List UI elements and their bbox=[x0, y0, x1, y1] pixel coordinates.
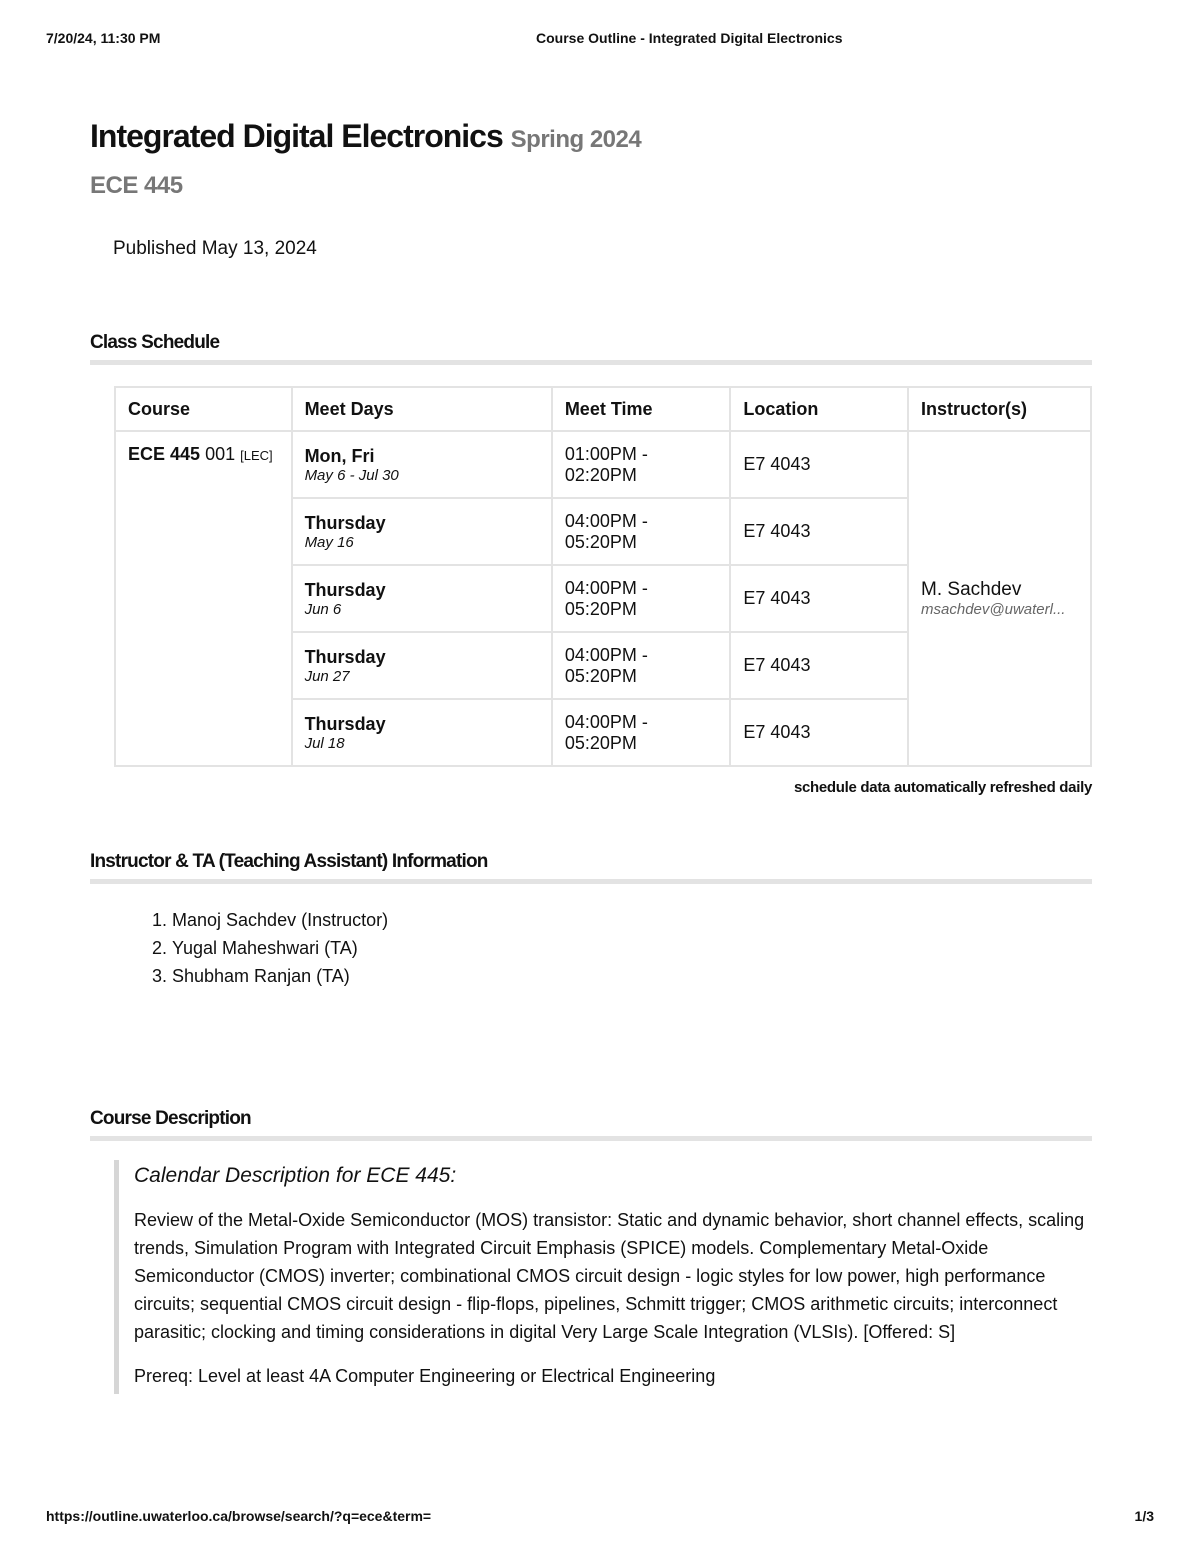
staff-list bbox=[150, 906, 388, 990]
course-title bbox=[90, 118, 641, 155]
column-header-location: Location bbox=[730, 387, 908, 431]
list-item: 1. Manoj Sachdev (Instructor) bbox=[172, 906, 388, 934]
meet-days-cell bbox=[292, 565, 552, 632]
meet-date-range: May 6 - Jul 30 bbox=[304, 466, 399, 484]
section-component: [LEC] bbox=[240, 448, 273, 463]
meet-date-range: Jul 18 bbox=[304, 734, 345, 752]
column-header-meet-time: Meet Time bbox=[552, 387, 731, 431]
column-header-course: Course bbox=[115, 387, 292, 431]
calendar-description-title: Calendar Description for ECE 445: bbox=[134, 1164, 457, 1187]
page-url: https://outline.uwaterloo.ca/browse/search/?q=ece&term= bbox=[46, 1508, 432, 1524]
course-section-cell bbox=[115, 431, 292, 766]
location-cell: E7 4043 bbox=[730, 431, 908, 498]
print-header bbox=[46, 30, 1154, 50]
page-number: 1/3 bbox=[1134, 1508, 1154, 1524]
meet-time-cell bbox=[552, 699, 731, 766]
location-cell: E7 4043 bbox=[730, 498, 908, 565]
meet-days-cell bbox=[292, 498, 552, 565]
meet-days-cell bbox=[292, 632, 552, 699]
meet-days-cell bbox=[292, 431, 552, 498]
location-cell: E7 4043 bbox=[730, 632, 908, 699]
meet-time-start: 04:00PM - bbox=[564, 510, 648, 531]
meet-time-end: 02:20PM bbox=[564, 464, 637, 485]
schedule-header-row bbox=[115, 387, 1091, 431]
meet-time-cell bbox=[552, 632, 731, 699]
meet-days: Thursday bbox=[304, 713, 386, 734]
location-cell: E7 4043 bbox=[730, 699, 908, 766]
course-description-heading: Course Description bbox=[90, 1108, 1092, 1141]
list-item: 3. Shubham Ranjan (TA) bbox=[172, 962, 388, 990]
meet-time-end: 05:20PM bbox=[564, 665, 637, 686]
table-row bbox=[115, 431, 1091, 498]
meet-time-cell bbox=[552, 565, 731, 632]
print-page-title: Course Outline - Integrated Digital Electronics bbox=[536, 30, 843, 46]
location-cell: E7 4043 bbox=[730, 565, 908, 632]
meet-time-end: 05:20PM bbox=[564, 598, 637, 619]
print-datetime: 7/20/24, 11:30 PM bbox=[46, 30, 161, 46]
column-header-meet-days: Meet Days bbox=[292, 387, 552, 431]
section-course-code: ECE 445 bbox=[128, 444, 201, 464]
meet-time-start: 04:00PM - bbox=[564, 644, 648, 665]
print-footer bbox=[46, 1508, 1154, 1528]
meet-date-range: Jun 27 bbox=[304, 667, 350, 685]
calendar-description-block bbox=[114, 1160, 1104, 1394]
meet-time-end: 05:20PM bbox=[564, 732, 637, 753]
meet-time-end: 05:20PM bbox=[564, 531, 637, 552]
instructor-cell bbox=[908, 431, 1091, 766]
section-number: 001 bbox=[205, 444, 236, 464]
meet-days-cell bbox=[292, 699, 552, 766]
instructor-name: M. Sachdev bbox=[921, 579, 1022, 600]
meet-time-start: 04:00PM - bbox=[564, 711, 648, 732]
class-schedule-heading: Class Schedule bbox=[90, 332, 1092, 365]
instructor-email[interactable]: msachdev@uwaterl... bbox=[921, 601, 1066, 618]
meet-days: Mon, Fri bbox=[304, 445, 375, 466]
meet-days: Thursday bbox=[304, 579, 386, 600]
meet-date-range: Jun 6 bbox=[304, 600, 342, 618]
prerequisite-text: Prereq: Level at least 4A Computer Engineering or Electrical Engineering bbox=[134, 1366, 716, 1386]
meet-time-start: 04:00PM - bbox=[564, 577, 648, 598]
schedule-table bbox=[114, 386, 1092, 767]
meet-time-cell bbox=[552, 498, 731, 565]
course-term: Spring 2024 bbox=[510, 126, 642, 153]
meet-date-range: May 16 bbox=[304, 533, 354, 551]
schedule-refresh-note: schedule data automatically refreshed daily bbox=[793, 779, 1092, 796]
meet-days: Thursday bbox=[304, 646, 386, 667]
course-code: ECE 445 bbox=[90, 172, 183, 199]
calendar-description-text: Review of the Metal-Oxide Semiconductor (MOS) transistor: Static and dynamic behavior, short channel effects, scaling trends, Simulation Program with Integrated Circuit Emphasis (SPICE) models. Complementary Metal-Oxide Semiconductor (CMOS) inverter; combinational CMOS circuit design - logic styles for low power, high performance circuits; sequential CMOS circuit design - flip-flops, pipelines, Schmitt trigger; CMOS arithmetic circuits; interconnect parasitic; clocking and timing considerations in digital Very Large Scale Integration (VLSIs). [Offered: S] bbox=[134, 1210, 1085, 1342]
published-date: Published May 13, 2024 bbox=[113, 238, 317, 259]
meet-days: Thursday bbox=[304, 512, 386, 533]
meet-time-cell bbox=[552, 431, 731, 498]
course-title-text: Integrated Digital Electronics bbox=[90, 118, 503, 154]
column-header-instructors: Instructor(s) bbox=[908, 387, 1091, 431]
staff-heading: Instructor & TA (Teaching Assistant) Information bbox=[90, 851, 1092, 884]
meet-time-start: 01:00PM - bbox=[564, 443, 648, 464]
list-item: 2. Yugal Maheshwari (TA) bbox=[172, 934, 388, 962]
